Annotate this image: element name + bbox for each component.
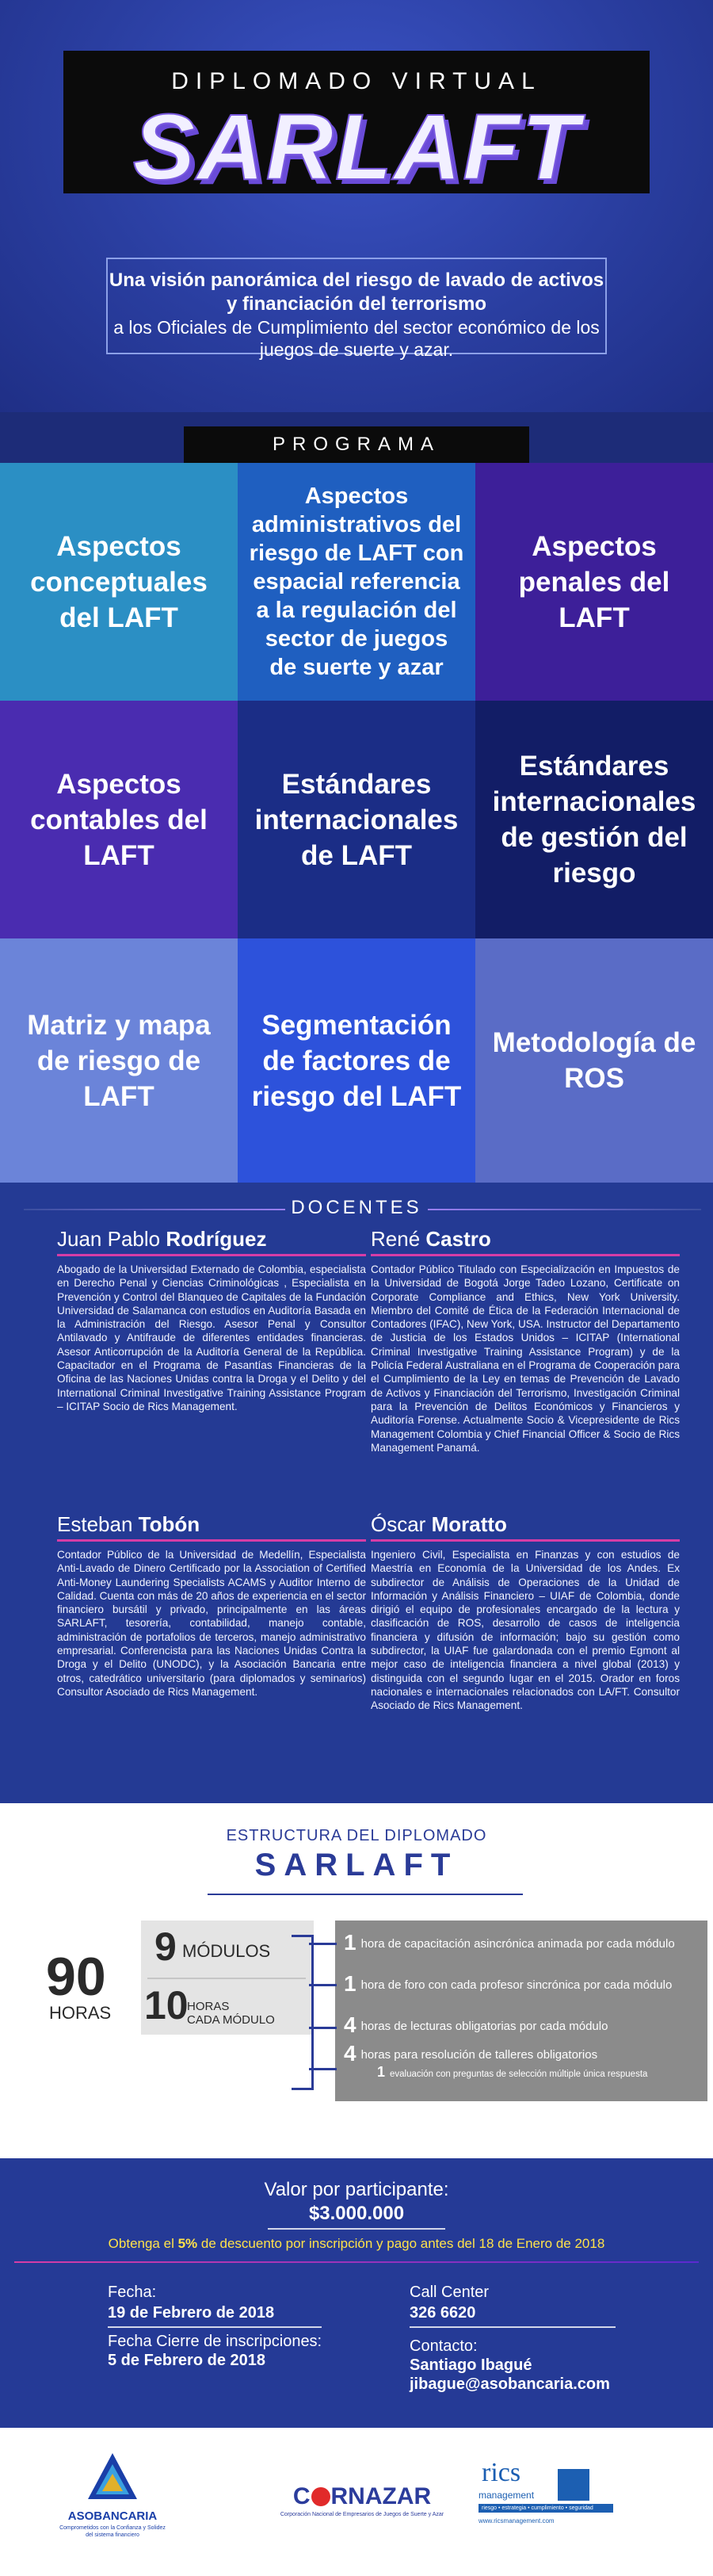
profesor-first-name: René: [371, 1227, 421, 1251]
callcenter-underline: [410, 2326, 616, 2328]
profesor-rule: [57, 1254, 366, 1256]
module-text: Aspectos penales del LAFT: [518, 530, 670, 633]
module-cell: [475, 463, 713, 701]
module-cell: [238, 701, 475, 938]
module-cell: [238, 463, 475, 701]
modules-count: 9: [154, 1924, 177, 1969]
price-label: Valor por participante:: [264, 2179, 449, 2200]
module-text: Estándares internacionales de gestión del riesgo: [492, 751, 696, 889]
rics-title: rics: [482, 2458, 521, 2487]
profesor-first-name: Juan Pablo: [57, 1227, 161, 1251]
hours-per-module: 10: [144, 1983, 189, 2028]
breakdown-subitem: [377, 2066, 654, 2080]
profesor-name: [57, 1512, 366, 1537]
contacto-email[interactable]: jibague@asobancaria.com: [410, 2375, 610, 2393]
profesor-first-name: Esteban: [57, 1512, 133, 1536]
module-cell: [238, 938, 475, 1183]
profesor-rule: [57, 1539, 366, 1542]
bracket-tick: [309, 2027, 337, 2029]
discount-text: [0, 2236, 713, 2252]
hours-per-module-label-2: CADA MÓDULO: [187, 2013, 275, 2027]
breakdown-number: 4: [344, 2012, 356, 2037]
rics-square-icon: [558, 2469, 589, 2501]
profesor-bio: Ingeniero Civil, Especialista en Finanzas y con estudios de Maestría en Economía de la Universidad de los Andes. Ex subdirector de Análisis de Operaciones de la Unidad de Información y Análisis Financiero – UIAF de Colombia, donde dirigió el equipo de profesionales encargado de la lectura y clasificación de ROS, desarrollo de casos de inteligencia financiera y difusión de información; bajo su gestión como subdirector, la UIAF fue galardonada con el premio Egmont al mejor caso de inteligencia financiera a nivel global (2013) y distinguida con el segundo lugar en el 2015. Orador en foros nacionales e internacionales relacionados con LA/FT. Consultor Asociado de Rics Management.: [371, 1549, 680, 1712]
discount-percent: 5%: [177, 2236, 198, 2251]
fecha-underline: [108, 2326, 322, 2328]
asobancaria-name: ASOBANCARIA: [67, 2509, 158, 2523]
programa-section: [0, 412, 713, 1183]
profesor-bio: Contador Público Titulado con Especialización en Impuestos de la Universidad de Bogotá Jorge Tadeo Lozano, Certificate on Corporate Compliance and Ethics, New York University. Miembro del Comité de Ética de la Federación Internacional de Contadores (IFAC), New York, USA. Instructor del Departamento de Justicia de los Estados Unidos – ICITAP (International Criminal Investigative Training Assistance Program) y de la Policía Federal Australiana en el Programa de Cooperación para el Cumplimiento de la Ley en temas de Prevención de Lavado de Activos y Financiación del Terrorismo, Investigación Criminal para la Prevención de Delitos Económicos y Financieros y Auditoría Forense. Actualmente Socio & Vicepresidente de Rics Management Colombia y Chief Financial Officer & Socio de Rics Management Panamá.: [371, 1263, 680, 1454]
hero-tagline-bold: Una visión panorámica del riesgo de lavado de activos y financiación del terrorismo: [109, 269, 604, 315]
coljuegos-title-c: C: [292, 2483, 311, 2509]
rics-subtitle: management: [479, 2490, 535, 2501]
fecha-value: 19 de Febrero de 2018: [108, 2304, 275, 2322]
module-cell: [0, 701, 238, 938]
profesor-name: [371, 1512, 680, 1537]
module-text: Aspectos administrativos del riesgo de LAFT con espacial referencia a la regulación del sector de juegos de suerte y azar: [249, 483, 464, 680]
precio-section: [0, 2158, 713, 2428]
logos-section: [0, 2428, 713, 2576]
hero-section: [0, 0, 713, 412]
contacto-name: Santiago Ibagué: [410, 2356, 532, 2374]
callcenter-label: Call Center: [410, 2284, 490, 2301]
coljuegos-dice-icon: [311, 2487, 330, 2506]
discount-pre: Obtenga el: [108, 2236, 178, 2251]
profesor-last-name: Moratto: [431, 1512, 507, 1536]
rics-tagline: riesgo • estrategia • cumplimiento • seguridad: [479, 2504, 613, 2513]
breakdown-number: 1: [344, 1930, 356, 1955]
price-underline: [268, 2228, 445, 2230]
programa-label: PROGRAMA: [184, 426, 529, 463]
programa-grid: [0, 463, 713, 1183]
breakdown-sub-text: evaluación con preguntas de selección múltiple única respuesta: [390, 2070, 648, 2079]
coljuegos-title: [271, 2483, 453, 2510]
price-divider: [14, 2261, 699, 2263]
asobancaria-tagline: Comprometidos con la Confianza y Solidez del sistema financiero: [59, 2525, 166, 2538]
module-cell: [475, 938, 713, 1183]
callcenter-value: 326 6620: [410, 2304, 476, 2322]
coljuegos-logo: [271, 2483, 453, 2517]
module-cell: [0, 938, 238, 1183]
discount-post: de descuento por inscripción y pago antes del 18 de Enero de 2018: [197, 2236, 605, 2251]
breakdown-text: horas para resolución de talleres obligatorios: [360, 2048, 598, 2062]
bracket-tick: [309, 1943, 337, 1945]
estructura-section: [0, 1803, 713, 2158]
contacto-label: Contacto:: [410, 2337, 478, 2355]
profesor-first-name: Óscar: [371, 1512, 426, 1536]
cierre-label: Fecha Cierre de inscripciones:: [108, 2333, 322, 2350]
profesor-name: [371, 1227, 680, 1252]
profesor-rule: [371, 1254, 680, 1256]
asobancaria-emblem-icon: [85, 2450, 140, 2505]
coljuegos-title-rest: RNAZAR: [330, 2483, 432, 2509]
breakdown-sub-number: 1: [377, 2064, 386, 2080]
breakdown-item: [344, 2012, 608, 2038]
profesor-name: [57, 1227, 366, 1252]
breakdown-number: 1: [344, 1971, 356, 1996]
coljuegos-tagline: Corporación Nacional de Empresarios de Juegos de Suerte y Azar: [280, 2512, 444, 2517]
module-cell: [0, 463, 238, 701]
estructura-title-rule: [208, 1894, 523, 1895]
cierre-value: 5 de Febrero de 2018: [108, 2352, 265, 2369]
profesor-last-name: Rodríguez: [166, 1227, 267, 1251]
profesor-last-name: Tobón: [138, 1512, 200, 1536]
hero-tagline-rest: a los Oficiales de Cumplimiento del sector económico de los juegos de suerte y azar.: [113, 317, 600, 360]
profesor-bio: Abogado de la Universidad Externado de Colombia, especialista en Derecho Penal y Ciencias Criminológicas , Especialista en Prevención y Control del Blanqueo de Capitales de la Fundación Universidad de Salamanca con estudios en Auditoría Basada en la Administración del Riesgo. Asesor Penal y Consultor Antilavado y Antifraude de diferentes entidades financieras. Asesor Anticorrupción de la Auditoría General de la República. Capacitador en el Programa de Pasantías Financieras de la Oficina de las Naciones Unidas contra la Droga y el Delito y del International Criminal Investigative Training Assistance Program – ICITAP Socio de Rics Management.: [57, 1263, 366, 1412]
rics-url[interactable]: www.ricsmanagement.com: [479, 2517, 555, 2524]
profesor-last-name: Castro: [425, 1227, 491, 1251]
module-text: Segmentación de factores de riesgo del LAFT: [251, 1009, 462, 1112]
hero-tagline-box: [106, 258, 607, 360]
total-hours-label: HORAS: [49, 2003, 112, 2023]
module-text: Matriz y mapa de riesgo de LAFT: [27, 1009, 211, 1112]
docentes-section: [0, 1183, 713, 1803]
estructura-small-title: ESTRUCTURA DEL DIPLOMADO: [226, 1827, 487, 1844]
asobancaria-logo: [57, 2450, 168, 2553]
profesor-card: [57, 1227, 366, 1413]
breakdown-bracket: [292, 1935, 314, 2090]
breakdown-item: [344, 2041, 597, 2066]
hero-subtitle: DIPLOMADO VIRTUAL: [171, 68, 542, 94]
breakdown-text: hora de capacitación asincrónica animada por cada módulo: [360, 1937, 675, 1951]
module-text: Estándares internacionales de LAFT: [254, 768, 459, 871]
breakdown-item: [344, 1971, 672, 1997]
module-text: Aspectos conceptuales del LAFT: [30, 530, 208, 633]
price-value: $3.000.000: [308, 2203, 405, 2224]
docentes-divider-right: [428, 1209, 701, 1210]
breakdown-item: [344, 1930, 675, 1955]
fecha-label: Fecha:: [108, 2284, 157, 2301]
profesor-card: [57, 1512, 366, 1699]
bracket-tick: [309, 1984, 337, 1986]
docentes-title: DOCENTES: [291, 1197, 422, 1218]
module-text: Aspectos contables del LAFT: [30, 768, 208, 871]
estructura-big-title: SARLAFT: [254, 1848, 459, 1882]
module-cell: [475, 701, 713, 938]
breakdown-number: 4: [344, 2041, 356, 2066]
profesor-bio: Contador Público de la Universidad de Medellín, Especialista Anti-Lavado de Dinero Certificado por la Association of Certified Anti-Money Laundering Specialists ACAMS y Auditor Interno de Calidad. Cuenta con más de 20 años de experiencia en el sector financiero bursátil y privado, principalmente en las áreas SARLAFT, tesorería, contabilidad, manejo contable, administración de portafolios de terceros, manejo administrativo empresarial. Conferencista para las Naciones Unidas Contra la Droga y el Delito (UNODC), y la Asociación Bancaria entre otros, catedrático universitario (para diplomados y seminarios) Consultor Asociado de Rics Management.: [57, 1549, 366, 1698]
total-hours: 90: [46, 1947, 106, 2007]
profesor-card: [371, 1227, 680, 1454]
profesor-rule: [371, 1539, 680, 1542]
module-text: Metodología de ROS: [492, 1027, 696, 1094]
breakdown-text: horas de lecturas obligatorias por cada módulo: [360, 2020, 608, 2033]
hero-title: SARLAFT: [132, 95, 581, 200]
rics-logo: [479, 2458, 613, 2524]
bracket-tick: [309, 2068, 337, 2070]
hours-per-module-label: HORAS: [187, 2000, 230, 2013]
breakdown-text: hora de foro con cada profesor sincrónica por cada módulo: [360, 1978, 673, 1992]
modules-label: MÓDULOS: [182, 1941, 271, 1961]
modules-separator: [147, 1978, 306, 1979]
profesor-card: [371, 1512, 680, 1713]
